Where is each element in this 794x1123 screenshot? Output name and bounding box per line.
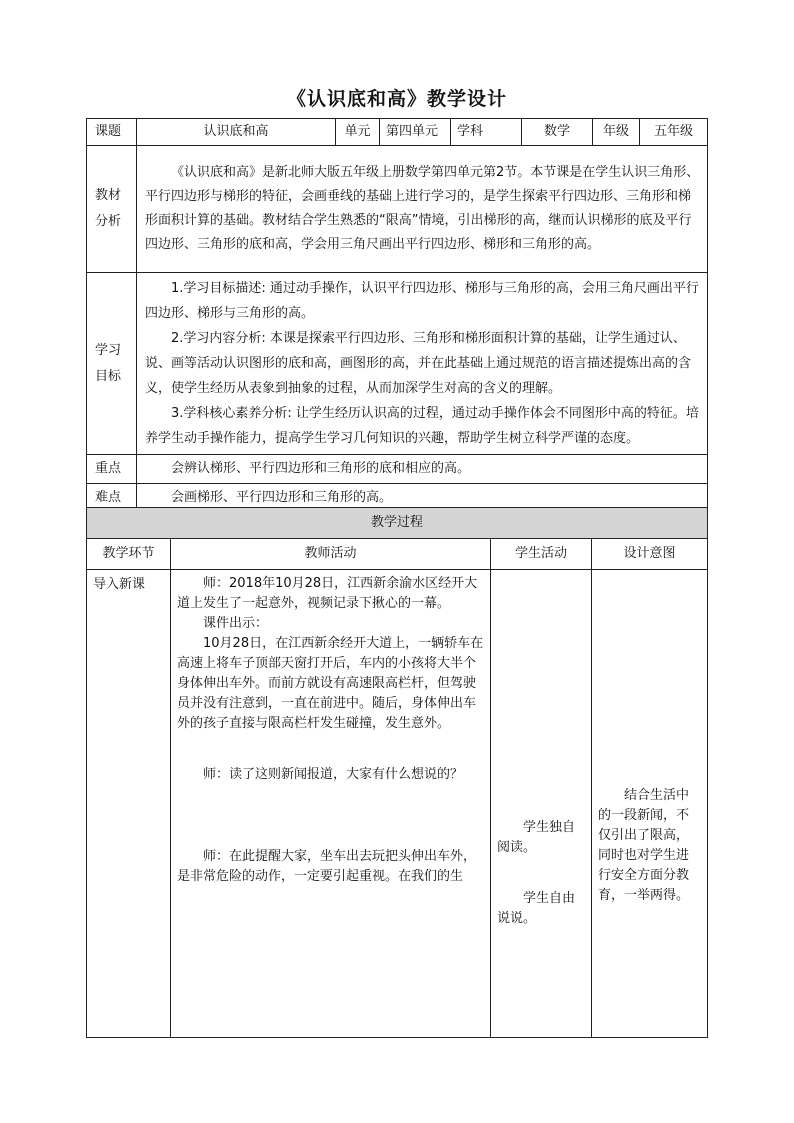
teacher-para-5: 师：在此提醒大家，坐车出去玩把头伸出车外，是非常危险的动作，一定要引起重视。在我们的生 [177,849,477,884]
stage-cell: 导入新课 [87,570,171,1038]
process-header-row [87,539,708,570]
document-title: 《认识底和高》教学设计 [286,88,507,110]
subject-label: 学科 [451,119,522,146]
keypoint-text: 会辨认梯形、平行四边形和三角形的底和相应的高。 [171,461,471,476]
goal-item-2: 2.学习内容分析: 本课是探索平行四边形、三角形和梯形面积计算的基础，让学生通过认、说、画等活动认识图形的底和高，画图形的高，并在此基础上通过规范的语言描述提炼出高的含义，使学生经历从表象到抽象的过程，从而加深学生对高的含义的理解。 [145,331,692,396]
difficulty-label: 难点 [87,484,137,513]
header-student: 学生活动 [491,539,592,570]
student-activity-2: 学生自由说说。 [497,891,576,926]
unit-label: 单元 [336,119,380,146]
material-row [87,146,708,273]
teacher-activity-cell [171,570,491,1038]
design-intent-text: 结合生活中的一段新闻，不仅引出了限高，同时也对学生进行安全方面分教育，一举两得。 [598,788,690,903]
grade-value: 五年级 [640,119,708,146]
goals-row [87,273,708,455]
teacher-para-3: 10月28日，在江西新余经开大道上，一辆轿车在高速上将车子顶部天窗打开后，车内的小孩将大半个身体伸出车外。而前方就设有高速限高栏杆，但驾驶员并没有注意到，一直在前进中。随后，身体伸出车外的孩子直接与限高栏杆发生碰撞，发生意外。 [177,636,484,731]
student-activity-1: 学生独自阅读。 [497,820,576,855]
process-title: 教学过程 [87,508,708,539]
process-title-row [87,508,708,539]
keypoint-label: 重点 [87,455,137,484]
keypoint-row [87,455,708,484]
teacher-para-2: 课件出示： [203,616,269,631]
topic-value: 认识底和高 [137,119,336,146]
grade-label: 年级 [593,119,640,146]
goals-label: 学习目标 [87,273,137,455]
info-row [87,119,708,146]
material-label: 教材分析 [87,146,137,273]
material-cell [137,146,708,273]
process-table [86,507,708,1038]
header-intent: 设计意图 [592,539,708,570]
header-teacher: 教师活动 [171,539,491,570]
student-activity-cell [491,570,592,1038]
material-text: 《认识底和高》是新北师大版五年级上册数学第四单元第2节。本节课是在学生认识三角形、平行四边形与梯形的特征，会画垂线的基础上进行学习的，是学生探索平行四边形、三角形和梯形面积计算的基础。教材结合学生熟悉的“限高”情境，引出梯形的高，继而认识梯形的底及平行四边形、三角形的底和高，学会用三角尺画出平行四边形、梯形和三角形的高。 [145,165,700,252]
difficulty-text: 会画梯形、平行四边形和三角形的高。 [171,490,393,505]
info-table [86,118,708,513]
topic-label: 课题 [87,119,137,146]
goal-item-3: 3.学科核心素养分析: 让学生经历认识高的过程，通过动手操作体会不同图形中高的特征。培养学生动手操作能力，提高学生学习几何知识的兴趣，帮助学生树立科学严谨的态度。 [145,406,699,446]
teacher-para-1: 师：2018年10月28日，江西新余渝水区经开大道上发生了一起意外，视频记录下揪心的一幕。 [177,576,478,611]
unit-value: 第四单元 [380,119,451,146]
keypoint-cell [137,455,708,484]
design-intent-cell [592,570,708,1038]
header-stage: 教学环节 [87,539,171,570]
goals-cell [137,273,708,455]
teacher-para-4: 师：读了这则新闻报道，大家有什么想说的？ [203,767,464,782]
subject-value: 数学 [522,119,593,146]
process-row-intro [87,570,708,1038]
goal-item-1: 1.学习目标描述: 通过动手操作，认识平行四边形、梯形与三角形的高，会用三角尺画出平行四边形、梯形与三角形的高。 [145,281,699,321]
